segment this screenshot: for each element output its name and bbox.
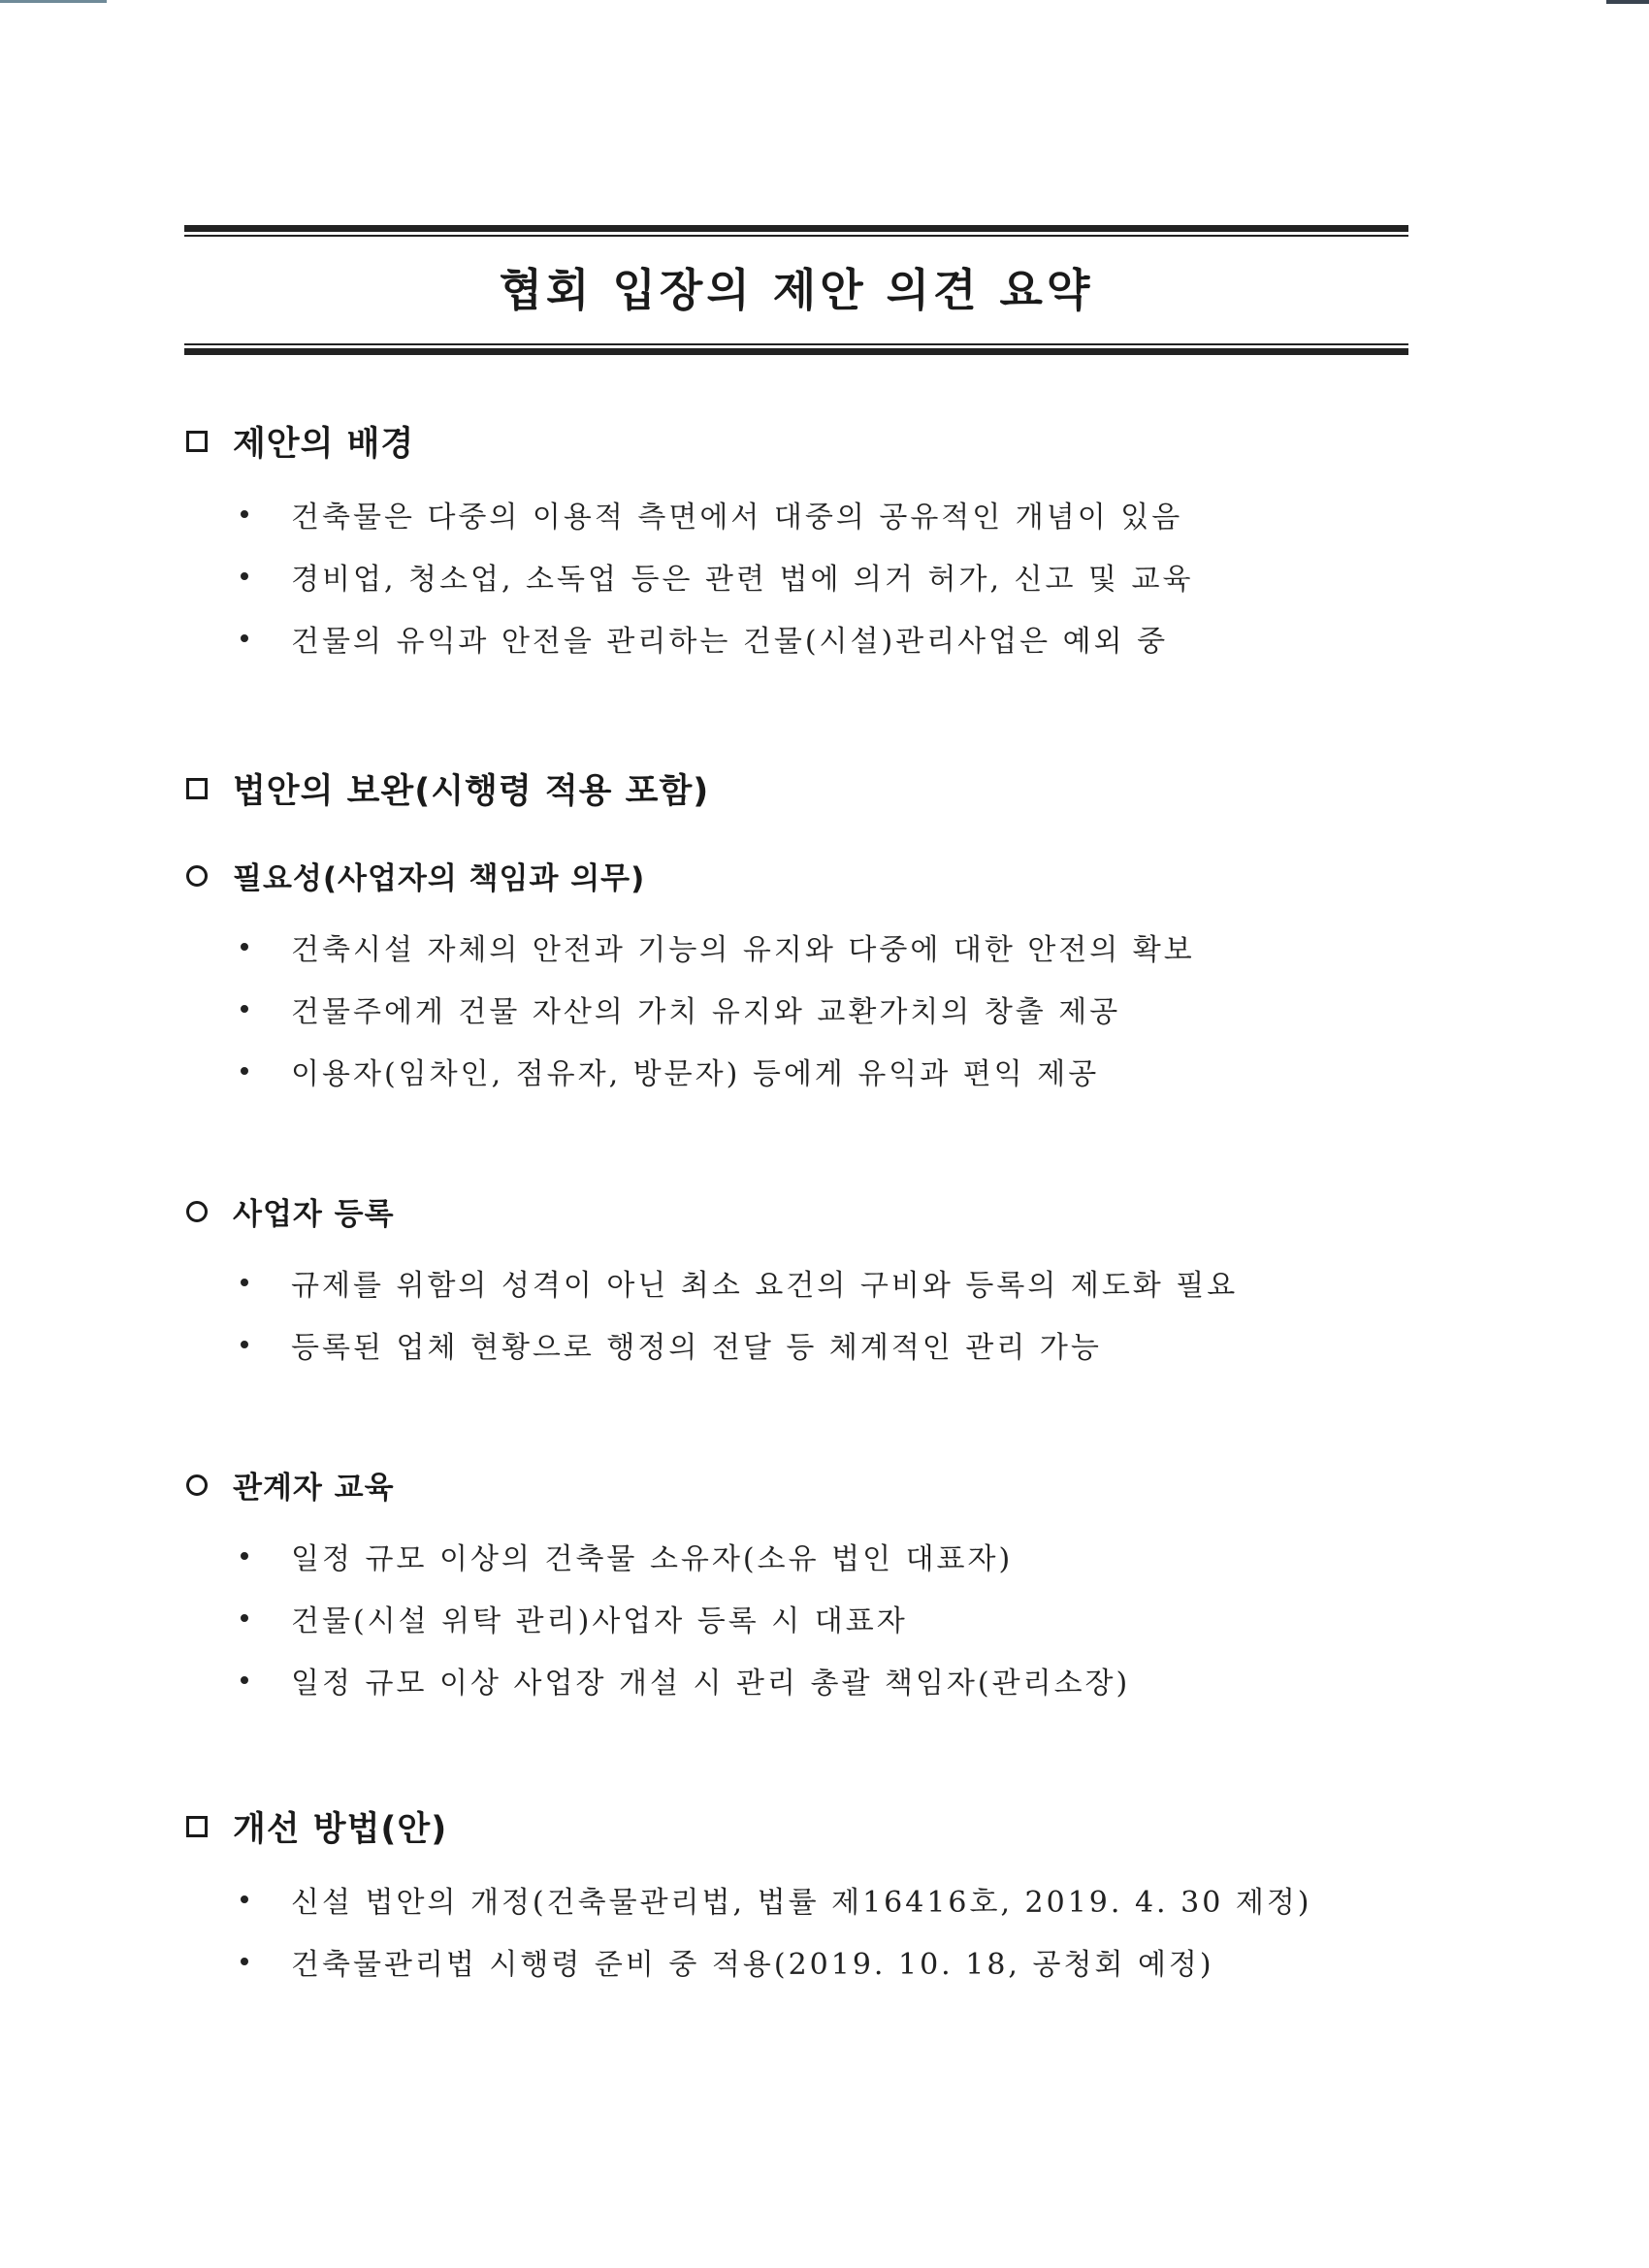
- square-bullet-icon: [186, 1816, 208, 1837]
- title-bottom-rule: [184, 343, 1408, 355]
- list-item: [241, 483, 1194, 545]
- list-item: [241, 916, 1195, 978]
- scan-edge-mark: [1606, 0, 1649, 4]
- bullet-dot-icon: [241, 572, 248, 580]
- circle-bullet-icon: [186, 1201, 208, 1222]
- bullet-dot-icon: [241, 1552, 248, 1560]
- bullet-dot-icon: [241, 634, 248, 642]
- subsection-heading-necessity: [186, 854, 645, 897]
- bullet-list-improvement: [241, 1868, 1312, 1993]
- bullet-dot-icon: [241, 1341, 248, 1348]
- list-item-text: 건물(시설 위탁 관리)사업자 등록 시 대표자: [291, 1604, 908, 1638]
- bullet-dot-icon: [241, 1067, 248, 1075]
- square-bullet-icon: [186, 778, 208, 799]
- subsection-heading-text: 필요성(사업자의 책임과 의무): [233, 861, 646, 896]
- bullet-list-education: [241, 1525, 1130, 1711]
- bullet-dot-icon: [241, 1676, 248, 1684]
- list-item-text: 이용자(임차인, 점유자, 방문자) 등에게 유익과 편익 제공: [291, 1057, 1100, 1091]
- bullet-list-background: [241, 483, 1194, 669]
- section-heading-text: 제안의 배경: [233, 425, 415, 464]
- circle-bullet-icon: [186, 865, 208, 887]
- scan-edge-mark: [0, 0, 107, 3]
- section-heading-text: 법안의 보완(시행령 적용 포함): [233, 772, 710, 811]
- list-item: [241, 1040, 1195, 1102]
- list-item-text: 건물의 유익과 안전을 관리하는 건물(시설)관리사업은 예외 중: [291, 625, 1169, 659]
- list-item: [241, 1525, 1130, 1587]
- list-item: [241, 1930, 1312, 1993]
- list-item-text: 규제를 위함의 성격이 아닌 최소 요건의 구비와 등록의 제도화 필요: [291, 1269, 1239, 1303]
- subsection-heading-registration: [186, 1189, 395, 1233]
- bullet-dot-icon: [241, 943, 248, 951]
- bullet-dot-icon: [241, 510, 248, 518]
- list-item-text: 등록된 업체 현황으로 행정의 전달 등 체계적인 관리 가능: [291, 1331, 1102, 1365]
- square-bullet-icon: [186, 431, 208, 452]
- section-heading-text: 개선 방법(안): [233, 1810, 448, 1849]
- list-item: [241, 1649, 1130, 1711]
- section-heading-background: [186, 417, 414, 466]
- list-item: [241, 1587, 1130, 1649]
- bullet-list-necessity: [241, 916, 1195, 1102]
- list-item-text: 건축물관리법 시행령 준비 중 적용(2019. 10. 18, 공청회 예정): [291, 1948, 1214, 1982]
- bullet-dot-icon: [241, 1005, 248, 1013]
- list-item-text: 건축물은 다중의 이용적 측면에서 대중의 공유적인 개념이 있음: [291, 501, 1183, 535]
- list-item: [241, 1251, 1238, 1313]
- bullet-dot-icon: [241, 1614, 248, 1622]
- list-item-text: 일정 규모 이상의 건축물 소유자(소유 법인 대표자): [291, 1542, 1014, 1576]
- bullet-list-registration: [241, 1251, 1238, 1376]
- list-item-text: 신설 법안의 개정(건축물관리법, 법률 제16416호, 2019. 4. 30 제정): [291, 1886, 1312, 1920]
- section-heading-improvement: [186, 1802, 447, 1851]
- list-item: [241, 978, 1195, 1040]
- bullet-dot-icon: [241, 1958, 248, 1965]
- list-item-text: 건물주에게 건물 자산의 가치 유지와 교환가치의 창출 제공: [291, 995, 1121, 1029]
- list-item: [241, 607, 1194, 669]
- circle-bullet-icon: [186, 1474, 208, 1496]
- page-title: 협회 입장의 제안 의견 요약: [499, 264, 1094, 316]
- list-item: [241, 1313, 1238, 1376]
- title-top-rule: [184, 225, 1408, 237]
- subsection-heading-education: [186, 1463, 395, 1507]
- list-item: [241, 1868, 1312, 1930]
- list-item-text: 경비업, 청소업, 소독업 등은 관련 법에 의거 허가, 신고 및 교육: [291, 563, 1194, 597]
- list-item: [241, 545, 1194, 607]
- section-heading-supplement: [186, 764, 709, 813]
- subsection-heading-text: 관계자 교육: [233, 1471, 395, 1506]
- bullet-dot-icon: [241, 1895, 248, 1903]
- list-item-text: 건축시설 자체의 안전과 기능의 유지와 다중에 대한 안전의 확보: [291, 933, 1195, 967]
- subsection-heading-text: 사업자 등록: [233, 1197, 395, 1232]
- list-item-text: 일정 규모 이상 사업장 개설 시 관리 총괄 책임자(관리소장): [291, 1667, 1131, 1701]
- title-box: [184, 225, 1408, 355]
- bullet-dot-icon: [241, 1279, 248, 1286]
